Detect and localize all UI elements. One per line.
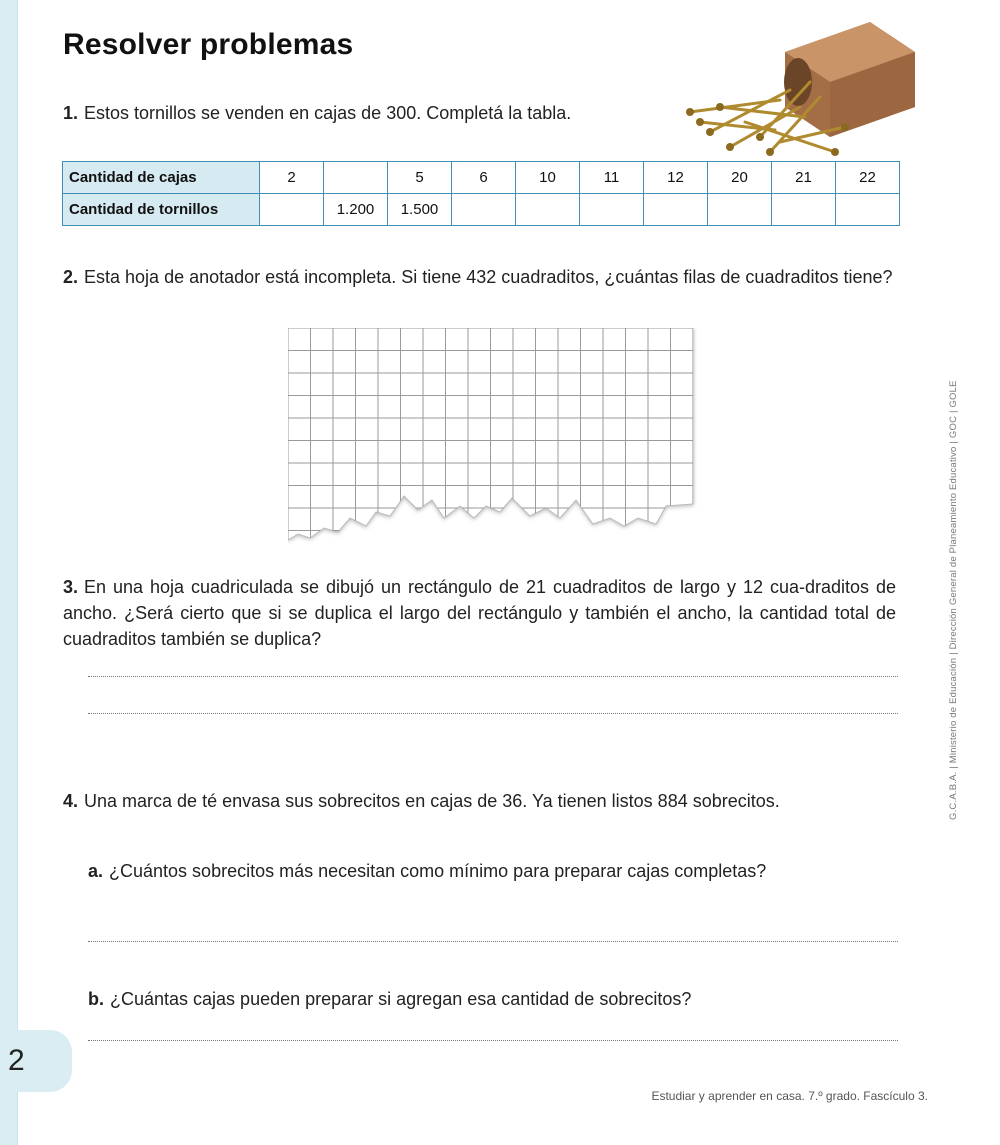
problem-4b-label: b. xyxy=(88,989,104,1009)
cell-boxes-3[interactable]: 5 xyxy=(388,162,452,194)
problem-4b-text: ¿Cuántas cajas pueden preparar si agregan esa cantidad de sobrecitos? xyxy=(110,989,692,1009)
cell-screws-4[interactable] xyxy=(452,194,516,226)
problem-4-text: Una marca de té envasa sus sobrecitos en cajas de 36. Ya tienen listos 884 sobrecitos. xyxy=(84,791,780,811)
screw-box-illustration xyxy=(670,12,930,162)
cell-boxes-1[interactable]: 2 xyxy=(260,162,324,194)
cell-screws-6[interactable] xyxy=(580,194,644,226)
problem-4b xyxy=(88,986,896,1012)
answer-line-4a[interactable] xyxy=(88,941,898,942)
cell-screws-7[interactable] xyxy=(644,194,708,226)
page-number-tab xyxy=(0,1030,72,1092)
footer-text: Estudiar y aprender en casa. 7.º grado. Fascículo 3. xyxy=(651,1089,928,1103)
table-row-screws xyxy=(63,194,900,226)
page-number: 2 xyxy=(8,1044,25,1077)
problem-4-number: 4. xyxy=(63,791,79,811)
row-label-boxes: Cantidad de cajas xyxy=(63,162,260,194)
problem-1 xyxy=(63,100,571,126)
page-title: Resolver problemas xyxy=(63,28,354,61)
cell-boxes-7[interactable]: 12 xyxy=(644,162,708,194)
torn-notepad-grid xyxy=(288,328,698,550)
cell-screws-9[interactable] xyxy=(772,194,836,226)
cell-screws-1[interactable] xyxy=(260,194,324,226)
cell-screws-2[interactable]: 1.200 xyxy=(324,194,388,226)
problem-4a-label: a. xyxy=(88,861,104,881)
cell-screws-8[interactable] xyxy=(708,194,772,226)
cell-boxes-9[interactable]: 21 xyxy=(772,162,836,194)
problem-4a xyxy=(88,858,896,884)
left-margin-strip xyxy=(0,0,18,1145)
problem-4 xyxy=(63,788,896,814)
answer-line-3b[interactable] xyxy=(88,713,898,714)
side-credit: G.C.A.B.A. | Ministerio de Educación | Dirección General de Planeamiento Educativo | GOC | GOLE xyxy=(948,380,959,820)
table-row-boxes xyxy=(63,162,900,194)
problem-2-number: 2. xyxy=(63,267,79,287)
cell-screws-10[interactable] xyxy=(836,194,900,226)
problem-3 xyxy=(63,574,896,652)
problem-2-text: Esta hoja de anotador está incompleta. Si tiene 432 cuadraditos, ¿cuántas filas de cuadraditos tiene? xyxy=(84,267,893,287)
problem-3-number: 3. xyxy=(63,577,79,597)
screws-table xyxy=(62,161,900,226)
problem-1-text: Estos tornillos se venden en cajas de 300. Completá la tabla. xyxy=(84,103,572,123)
cell-screws-5[interactable] xyxy=(516,194,580,226)
cell-boxes-10[interactable]: 22 xyxy=(836,162,900,194)
cell-boxes-8[interactable]: 20 xyxy=(708,162,772,194)
answer-line-4b[interactable] xyxy=(88,1040,898,1041)
problem-3-text: En una hoja cuadriculada se dibujó un rectángulo de 21 cuadraditos de largo y 12 cua-draditos de ancho. ¿Será cierto que si se duplica el largo del rectángulo y también el ancho, la cantidad total de cuadraditos también se duplica? xyxy=(63,577,896,649)
row-label-screws: Cantidad de tornillos xyxy=(63,194,260,226)
cell-boxes-4[interactable]: 6 xyxy=(452,162,516,194)
problem-1-number: 1. xyxy=(63,103,79,123)
cell-screws-3[interactable]: 1.500 xyxy=(388,194,452,226)
answer-line-3a[interactable] xyxy=(88,676,898,677)
problem-2 xyxy=(63,264,896,290)
problem-4a-text: ¿Cuántos sobrecitos más necesitan como mínimo para preparar cajas completas? xyxy=(109,861,767,881)
cell-boxes-5[interactable]: 10 xyxy=(516,162,580,194)
cell-boxes-2[interactable] xyxy=(324,162,388,194)
cell-boxes-6[interactable]: 11 xyxy=(580,162,644,194)
